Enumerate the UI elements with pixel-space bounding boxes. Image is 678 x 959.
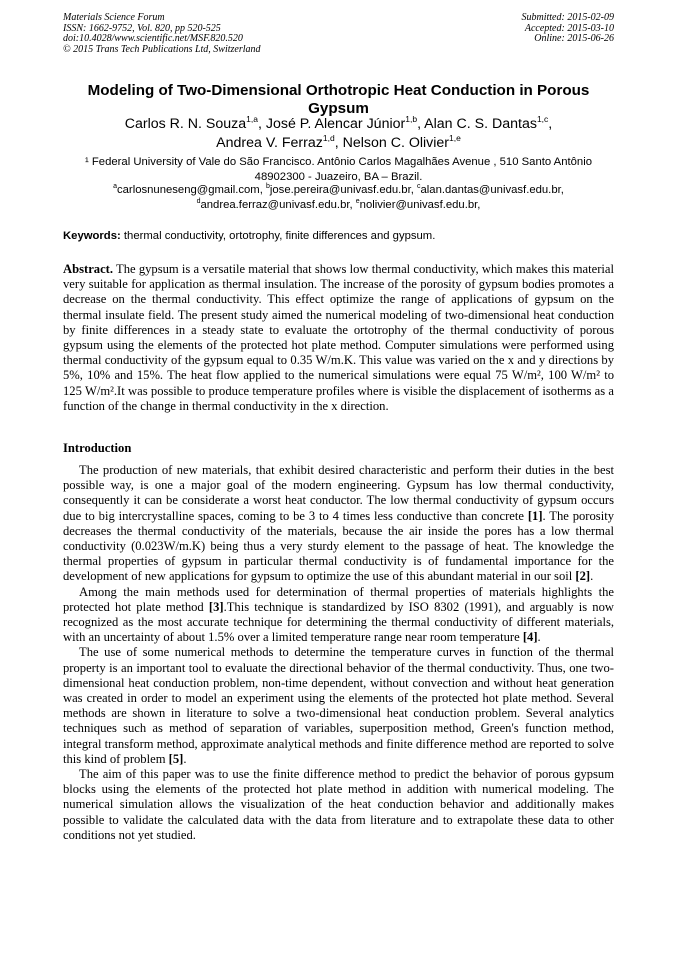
submitted-date: Submitted: 2015-02-09 bbox=[521, 12, 614, 23]
abstract bbox=[63, 262, 614, 414]
paper-title: Modeling of Two-Dimensional Orthotropic Heat Conduction in Porous Gypsum bbox=[87, 82, 590, 117]
paragraph-text: Among the main methods used for determination of thermal properties of materials highlights the protected hot plate method bbox=[63, 584, 614, 614]
author-affil-mark: 1,e bbox=[449, 133, 461, 143]
email-link[interactable]: nolivier@univasf.edu.br, bbox=[359, 198, 481, 211]
paragraph-text: The aim of this paper was to use the finite difference method to predict the behavior of porous gypsum blocks using the elements of the protected hot plate method in addition with numerical modeling. The numerical simulation allows the visualization of the heat conduction behavior and additionally makes possible to validate the calculated data with the data from literature and to extrapolate these data to other conditions not yet studied. bbox=[63, 767, 614, 842]
email-mark: d bbox=[196, 197, 201, 205]
online-date: Online: 2015-06-26 bbox=[534, 33, 614, 44]
author-emails bbox=[63, 183, 614, 212]
journal-copyright: © 2015 Trans Tech Publications Ltd, Switzerland bbox=[63, 43, 261, 55]
paragraph-text: . bbox=[183, 751, 187, 766]
citation-ref[interactable]: [1] bbox=[527, 508, 543, 523]
author-separator: , bbox=[417, 116, 425, 132]
paragraph bbox=[63, 767, 614, 843]
author-affil-mark: 1,a bbox=[246, 114, 258, 124]
abstract-text: The gypsum is a versatile material that shows low thermal conductivity, which makes this material very suitable for application as thermal insulation. The increase of the porosity of gypsum bodies promotes a decrease on the thermal conductivity. This effect optimize the range of applications of gypsum on the thermal insulate field. The present study aimed the numerical modeling of two-dimensional heat conduction by finite differences in a steady state to evaluate the ortotrophy of the thermal conductivity of porous gypsum using the elements of the protected hot plate method. Computer simulations were performed using thermal conductivity of the gypsum equal to 0.35 W/m.K. This value was varied on the x and y directions by 5%, 10% and 15%. The heat flow applied to the numerical simulations were equal 75 W/m², 100 W/m² to 125 W/m².It was possible to produce temperature profiles where is visible the displacement of isotherms as a function of the change in thermal conductivity in the x direction. bbox=[63, 262, 614, 413]
keywords bbox=[63, 229, 614, 243]
email-link[interactable]: alan.dantas@univasf.edu.br, bbox=[420, 184, 564, 196]
author-name: Carlos R. N. Souza bbox=[124, 116, 247, 132]
email-mark: e bbox=[355, 197, 360, 205]
email-link[interactable]: andrea.ferraz@univasf.edu.br, bbox=[200, 198, 356, 211]
author-affil-mark: 1,c bbox=[536, 114, 549, 124]
paragraph-text: . bbox=[537, 630, 541, 645]
author-separator: , bbox=[548, 116, 553, 132]
paragraph bbox=[63, 463, 614, 585]
keywords-text: thermal conductivity, ortotrophy, finite differences and gypsum. bbox=[120, 230, 436, 242]
keywords-label: Keywords: bbox=[63, 230, 121, 242]
journal-name: Materials Science Forum bbox=[63, 12, 165, 23]
author-name: Nelson C. Olivier bbox=[342, 135, 450, 151]
journal-doi: doi:10.4028/www.scientific.net/MSF.820.520 bbox=[63, 33, 243, 44]
author-affil-mark: 1,d bbox=[322, 133, 335, 143]
email-mark: a bbox=[113, 183, 117, 190]
author-name: Andrea V. Ferraz bbox=[216, 135, 323, 151]
author-name: Alan C. S. Dantas bbox=[424, 116, 537, 132]
submission-dates bbox=[394, 13, 614, 45]
journal-info bbox=[63, 13, 383, 55]
paragraph-text: The production of new materials, that exhibit desired characteristic and perform their duties in the best possible way, is one a major goal of the modern engineering. Gypsum has low thermal conductivity, consequently it can be considerate a worst heat conductor. The low thermal conductivity of gypsum occurs due to big intercrystalline spaces, coming to be 3 to 4 times less conductive than concrete bbox=[63, 463, 614, 523]
paragraph-text: . bbox=[590, 569, 594, 584]
affiliation: ¹ Federal University of Vale do São Francisco. Antônio Carlos Magalhães Avenue , 510 Santo Antônio 48902300 - Juazeiro, BA – Brazil. bbox=[85, 156, 592, 183]
email-mark: c bbox=[417, 183, 421, 190]
author-list bbox=[63, 115, 614, 153]
email-link[interactable]: jose.pereira@univasf.edu.br, bbox=[269, 184, 418, 196]
paragraph-text: The use of some numerical methods to determine the temperature curves in function of the thermal property is an important tool to evaluate the directional behavior of the thermal conductivity. Thus, one two-dimensional heat conduction problem, non-time dependent, without convection and without heat generation was created in order to model an experiment using the elements of the protected hot plate method. Several methods are shown in literature to solve a two-dimensional heat conduction problem. Several analytics techniques such as method of separation of variables, superposition method, Green's function method, integral transform method, approximate analytical methods and finite difference method are reported to solve this kind of problem bbox=[63, 645, 614, 766]
abstract-label: Abstract. bbox=[63, 262, 114, 276]
author-affil-mark: 1,b bbox=[405, 114, 418, 124]
author-name: José P. Alencar Júnior bbox=[265, 116, 406, 132]
email-link[interactable]: carlosnuneseng@gmail.com, bbox=[117, 184, 266, 196]
journal-issn: ISSN: 1662-9752, Vol. 820, pp 520-525 bbox=[63, 22, 221, 34]
paragraph-text: . The porosity decreases the thermal conductivity of the materials, because the air inside the pores has a low thermal conductivity (0.023W/m.K) being thus a very sturdy element to the passage of heat. The knowledge the thermal properties of gypsum in particular thermal conductivity is of fundamental importance for the development of new applications for gypsum to optimize the use of this abundant material in our soil bbox=[63, 508, 614, 584]
author-separator: , bbox=[258, 116, 266, 132]
paragraph-text: .This technique is standardized by ISO 8302 (1991), and arguably is now recognized as the most accurate technique for determining the thermal conductivity of different materials, with an uncertainty of about 1.5% over a limited temperature range near room temperature bbox=[63, 599, 614, 645]
citation-ref[interactable]: [4] bbox=[522, 630, 538, 645]
paragraph bbox=[63, 645, 614, 767]
citation-ref[interactable]: [2] bbox=[575, 569, 591, 584]
paragraph bbox=[63, 585, 614, 646]
citation-ref[interactable]: [5] bbox=[168, 751, 184, 766]
accepted-date: Accepted: 2015-03-10 bbox=[524, 22, 614, 34]
email-mark: b bbox=[265, 183, 270, 190]
introduction-body bbox=[63, 463, 614, 843]
author-separator: , bbox=[334, 135, 343, 151]
citation-ref[interactable]: [3] bbox=[208, 599, 224, 614]
section-heading-introduction: Introduction bbox=[63, 441, 132, 455]
